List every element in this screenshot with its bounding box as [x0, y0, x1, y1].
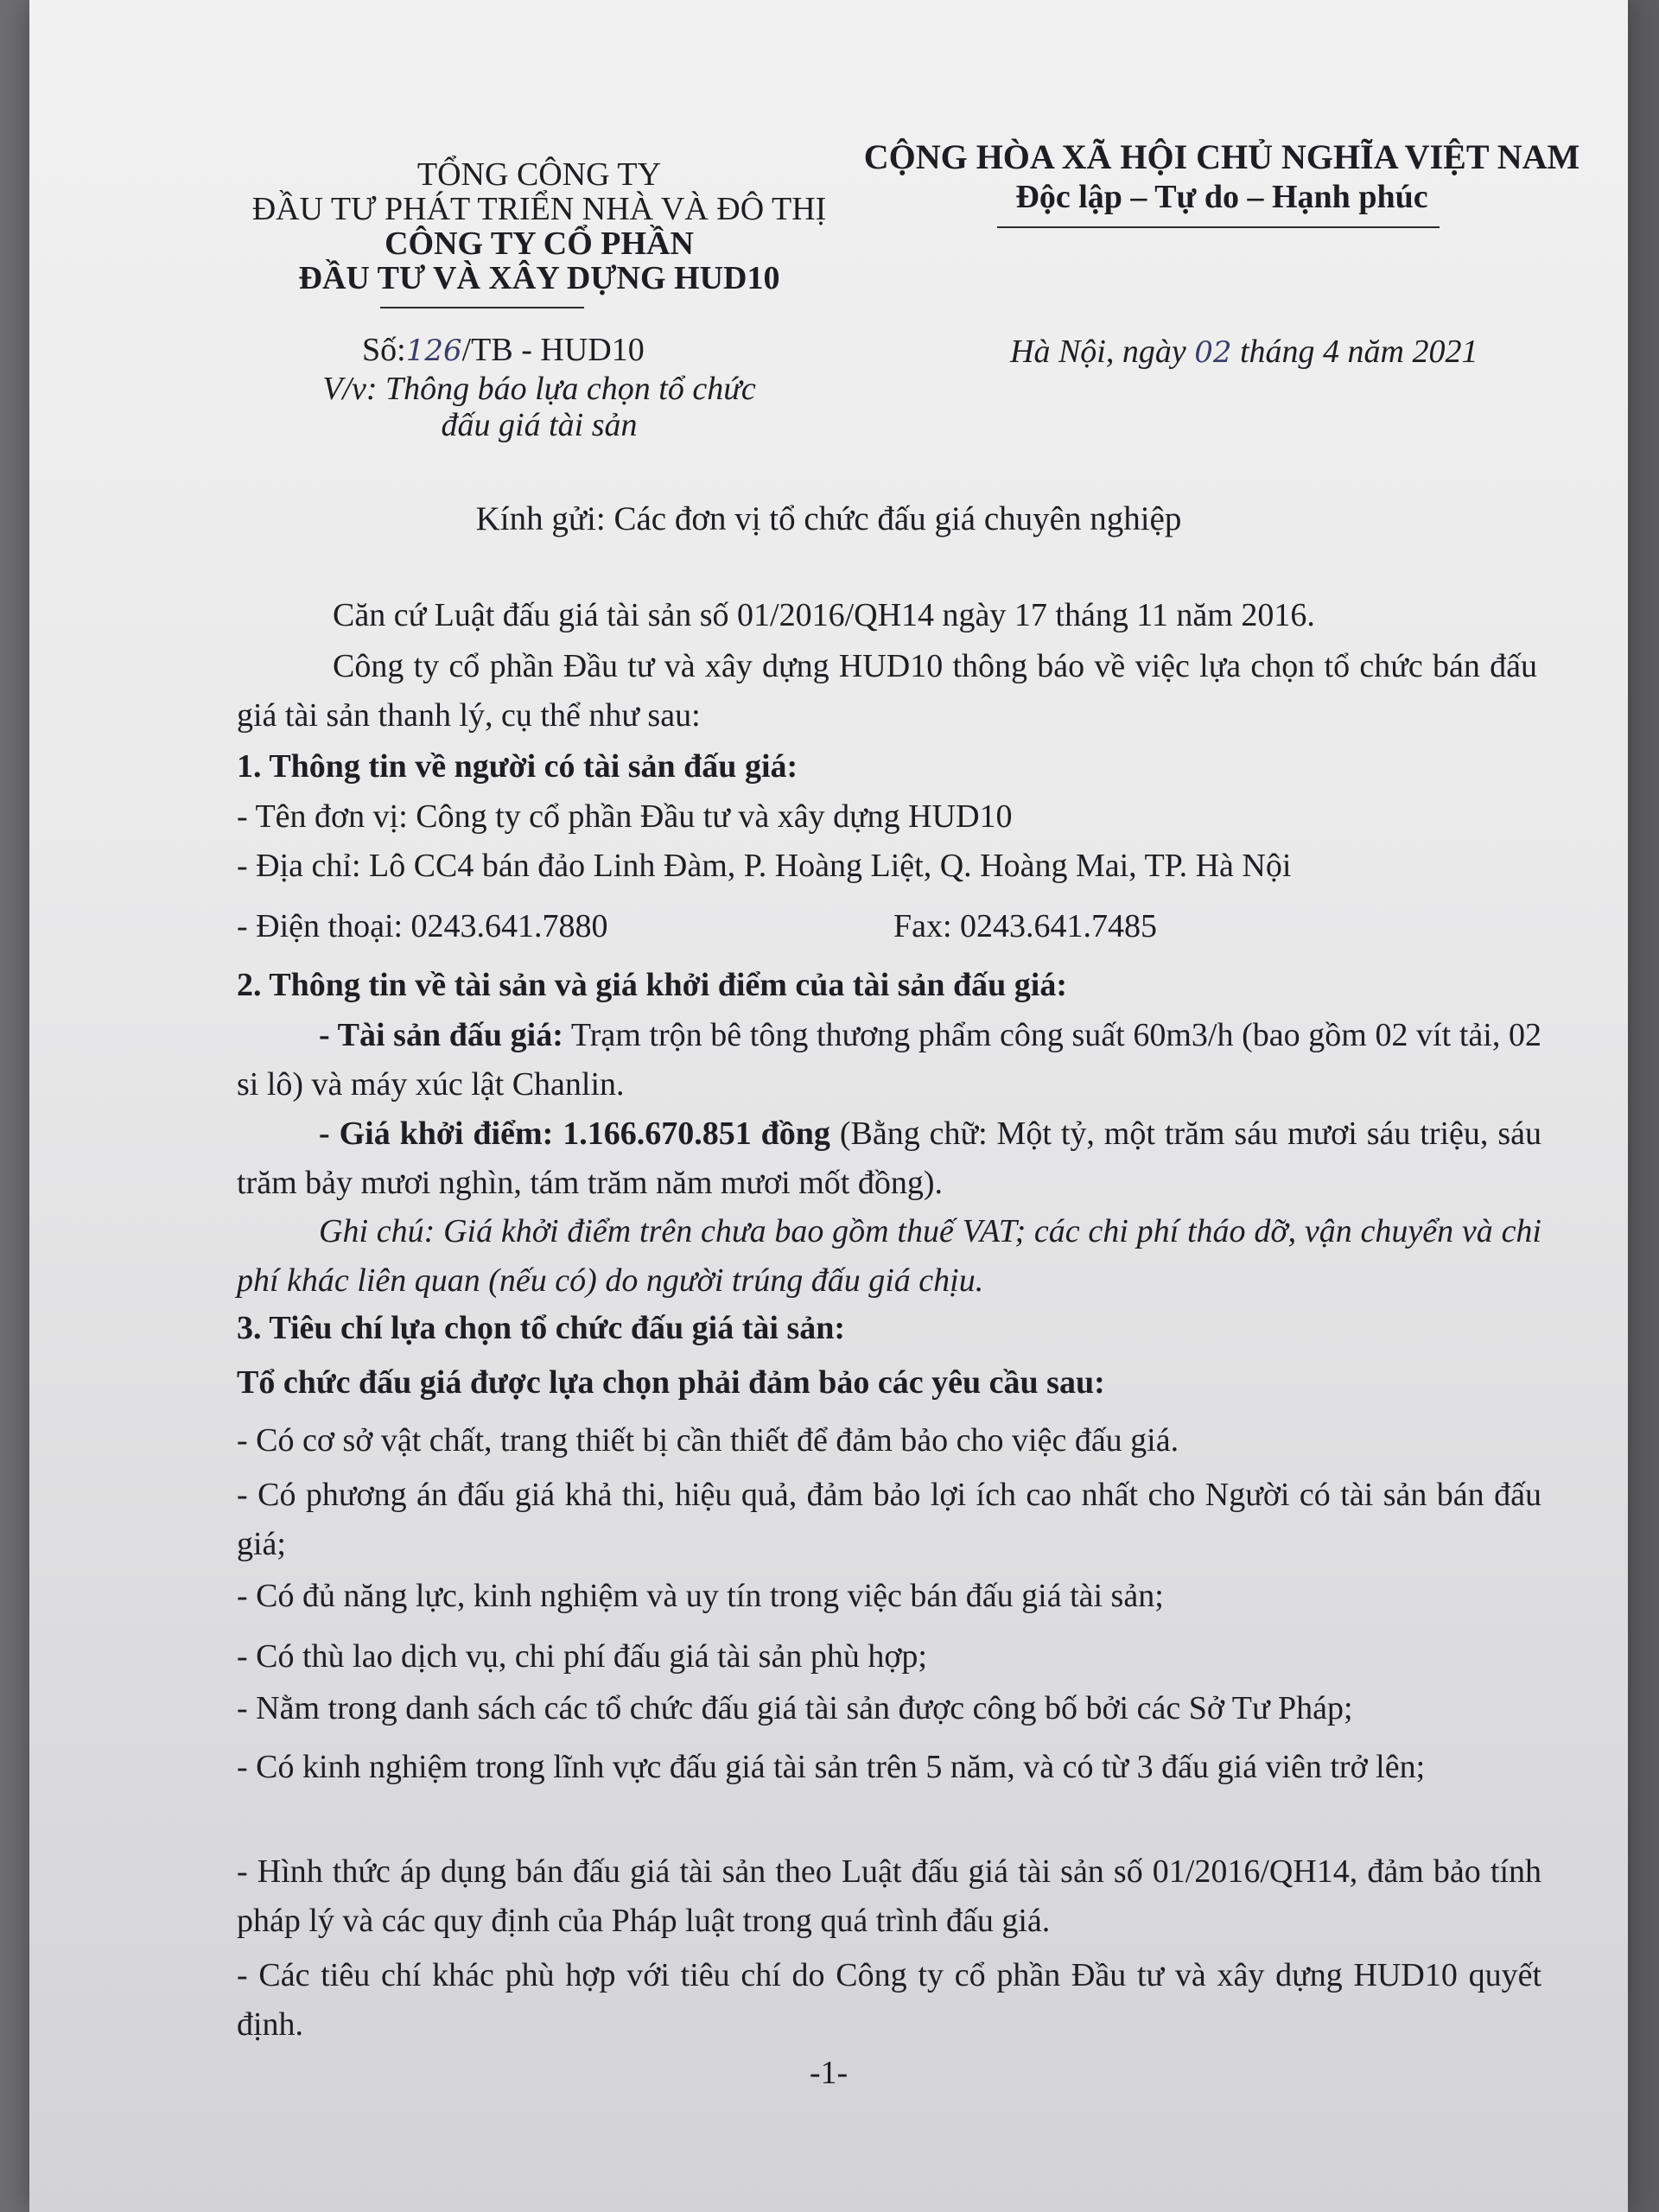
handwritten-number: 126	[405, 334, 462, 368]
company-type: CÔNG TY CỔ PHẦN	[385, 226, 694, 262]
price-paragraph	[237, 1109, 1541, 1208]
document-page	[29, 0, 1628, 2212]
owner-fax: Fax: 0243.641.7485	[893, 908, 1158, 944]
owner-address: - Địa chỉ: Lô CC4 bán đảo Linh Đàm, P. Hoàng Liệt, Q. Hoàng Mai, TP. Hà Nội	[237, 848, 1292, 884]
criteria-item: - Hình thức áp dụng bán đấu giá tài sản theo Luật đấu giá tài sản số 01/2016/QH14, đảm bảo tính pháp lý và các quy định của Pháp luật trong quá trình đấu giá.	[237, 1853, 1541, 1939]
asset-label: - Tài sản đấu giá:	[319, 1017, 563, 1053]
asset-description: Trạm trộn bê tông thương phẩm công suất 60m3/h (bao gồm 02 vít tải, 02 si lô) và máy xúc lật Chanlin.	[237, 1017, 1541, 1103]
criteria-item: - Nằm trong danh sách các tổ chức đấu giá tài sản được công bố bởi các Sở Tư Pháp;	[237, 1690, 1353, 1726]
org-parent-name: ĐẦU TƯ PHÁT TRIỂN NHÀ VÀ ĐÔ THỊ	[251, 191, 827, 227]
section-3-heading: 3. Tiêu chí lựa chọn tổ chức đấu giá tài sản:	[237, 1310, 846, 1346]
criteria-item: - Có cơ sở vật chất, trang thiết bị cần thiết để đảm bảo cho việc đấu giá.	[237, 1422, 1179, 1459]
page-number: -1-	[809, 2055, 849, 2091]
starting-price: - Giá khởi điểm: 1.166.670.851 đồng	[319, 1116, 830, 1152]
owner-name: - Tên đơn vị: Công ty cổ phần Đầu tư và xây dựng HUD10	[237, 798, 1013, 835]
subject-line-2: đấu giá tài sản	[441, 407, 638, 443]
national-title: CỘNG HÒA XÃ HỘI CHỦ NGHĨA VIỆT NAM	[863, 137, 1580, 176]
handwritten-day: 02	[1194, 335, 1232, 370]
right-header-underline	[997, 226, 1440, 228]
owner-phone: - Điện thoại: 0243.641.7880	[237, 908, 608, 944]
left-header-underline	[380, 307, 584, 308]
criteria-item: - Có phương án đấu giá khả thi, hiệu quả, đảm bảo lợi ích cao nhất cho Người có tài sản bán đấu giá;	[237, 1477, 1541, 1562]
criteria-item: - Các tiêu chí khác phù hợp với tiêu chí do Công ty cổ phần Đầu tư và xây dựng HUD10 quyết định.	[237, 1957, 1541, 2043]
price-note: Ghi chú: Giá khởi điểm trên chưa bao gồm thuế VAT; các chi phí tháo dỡ, vận chuyển và chi phí khác liên quan (nếu có) do người trúng đấu giá chịu.	[237, 1213, 1541, 1299]
intro-paragraph: Công ty cổ phần Đầu tư và xây dựng HUD10 thông báo về việc lựa chọn tổ chức bán đấu giá tài sản thanh lý, cụ thể như sau:	[237, 648, 1537, 734]
criteria-item: - Có thù lao dịch vụ, chi phí đấu giá tài sản phù hợp;	[237, 1638, 927, 1675]
criteria-item: - Có đủ năng lực, kinh nghiệm và uy tín trong việc bán đấu giá tài sản;	[237, 1578, 1164, 1614]
asset-paragraph	[237, 1011, 1541, 1109]
section-1-heading: 1. Thông tin về người có tài sản đấu giá:	[237, 748, 798, 785]
company-name: ĐẦU TƯ VÀ XÂY DỰNG HUD10	[298, 260, 780, 296]
legal-basis: Căn cứ Luật đấu giá tài sản số 01/2016/QH14 ngày 17 tháng 11 năm 2016.	[333, 597, 1315, 633]
section-2-heading: 2. Thông tin về tài sản và giá khởi điểm của tài sản đấu giá:	[237, 967, 1068, 1003]
price-in-words: (Bằng chữ: Một tỷ, một trăm sáu mươi sáu triệu, sáu trăm bảy mươi nghìn, tám trăm năm mươi mốt đồng).	[237, 1116, 1542, 1201]
date-line: Hà Nội, ngày 02 tháng 4 năm 2021	[1010, 334, 1478, 370]
background-surface	[1624, 0, 1659, 2212]
subject-line-1: V/v: Thông báo lựa chọn tổ chức	[322, 371, 756, 407]
salutation: Kính gửi: Các đơn vị tổ chức đấu giá chuyên nghiệp	[475, 500, 1182, 537]
criteria-item: - Có kinh nghiệm trong lĩnh vực đấu giá tài sản trên 5 năm, và có từ 3 đấu giá viên trở lên;	[237, 1749, 1426, 1785]
org-parent-line: TỔNG CÔNG TY	[416, 156, 662, 193]
section-3-subheading: Tổ chức đấu giá được lựa chọn phải đảm bảo các yêu cầu sau:	[237, 1364, 1105, 1401]
document-number: Số:126/TB - HUD10	[362, 332, 645, 368]
national-motto: Độc lập – Tự do – Hạnh phúc	[1015, 179, 1428, 215]
